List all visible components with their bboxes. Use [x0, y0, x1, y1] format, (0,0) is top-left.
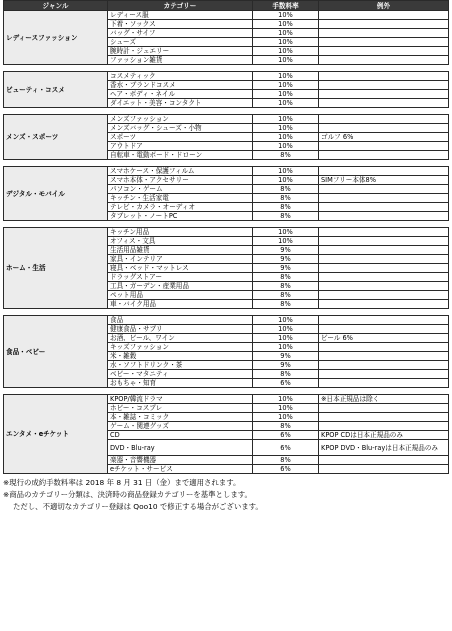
rate-cell: 10%: [253, 20, 319, 29]
header-exception: 例外: [319, 1, 449, 11]
category-cell: タブレット・ノートPC: [108, 212, 253, 221]
category-cell: 生活用品雑貨: [108, 246, 253, 255]
rate-cell: 8%: [253, 185, 319, 194]
exception-cell: [319, 228, 449, 237]
footnotes: [3, 477, 448, 513]
exception-cell: [319, 282, 449, 291]
category-cell: 腕時計・ジュエリー: [108, 47, 253, 56]
table-row: [4, 11, 449, 20]
category-cell: スポーツ: [108, 133, 253, 142]
commission-rate-table: [3, 0, 449, 474]
category-cell: ホビー・コスプレ: [108, 404, 253, 413]
header-rate: 手数料率: [253, 1, 319, 11]
category-cell: ペット用品: [108, 291, 253, 300]
rate-cell: 9%: [253, 255, 319, 264]
exception-cell: [319, 456, 449, 465]
genre-cell: ビューティ・コスメ: [4, 72, 108, 108]
category-cell: シューズ: [108, 38, 253, 47]
category-cell: キッズファッション: [108, 343, 253, 352]
category-cell: スマホ本体・アクセサリー: [108, 176, 253, 185]
exception-cell: [319, 151, 449, 160]
table-header-row: [4, 1, 449, 11]
spacer-cell: [4, 160, 449, 167]
exception-cell: KPOP DVD・Blu-rayは日本正規品のみ: [319, 440, 449, 456]
exception-cell: [319, 124, 449, 133]
rate-cell: 10%: [253, 11, 319, 20]
exception-cell: [319, 72, 449, 81]
category-cell: ゲーム・関連グッズ: [108, 422, 253, 431]
category-cell: 下着・ソックス: [108, 20, 253, 29]
rate-cell: 9%: [253, 246, 319, 255]
exception-cell: [319, 413, 449, 422]
exception-cell: [319, 142, 449, 151]
rate-cell: 8%: [253, 291, 319, 300]
rate-cell: 10%: [253, 237, 319, 246]
rate-cell: 10%: [253, 404, 319, 413]
genre-cell: レディースファッション: [4, 11, 108, 65]
exception-cell: [319, 352, 449, 361]
exception-cell: [319, 38, 449, 47]
category-cell: アウトドア: [108, 142, 253, 151]
category-cell: おもちゃ・知育: [108, 379, 253, 388]
exception-cell: [319, 316, 449, 325]
genre-cell: エンタメ・eチケット: [4, 395, 108, 474]
commission-rate-document: [3, 0, 448, 513]
exception-cell: [319, 90, 449, 99]
rate-cell: 10%: [253, 124, 319, 133]
category-cell: eチケット・サービス: [108, 465, 253, 474]
rate-cell: 8%: [253, 212, 319, 221]
genre-cell: 食品・ベビー: [4, 316, 108, 388]
genre-cell: ホーム・生活: [4, 228, 108, 309]
exception-cell: [319, 465, 449, 474]
rate-cell: 8%: [253, 194, 319, 203]
group-spacer: [4, 65, 449, 72]
category-cell: 自転車・電動ボード・ドローン: [108, 151, 253, 160]
category-cell: 健康食品・サプリ: [108, 325, 253, 334]
rate-cell: 6%: [253, 431, 319, 440]
group-spacer: [4, 221, 449, 228]
table-row: [4, 395, 449, 404]
genre-cell: メンズ・スポーツ: [4, 115, 108, 160]
exception-cell: [319, 291, 449, 300]
group-spacer: [4, 309, 449, 316]
exception-cell: [319, 361, 449, 370]
rate-cell: 6%: [253, 440, 319, 456]
category-cell: 寝具・ベッド・マットレス: [108, 264, 253, 273]
exception-cell: ゴルフ 6%: [319, 133, 449, 142]
rate-cell: 9%: [253, 352, 319, 361]
rate-cell: 8%: [253, 456, 319, 465]
exception-cell: [319, 404, 449, 413]
rate-cell: 9%: [253, 264, 319, 273]
header-genre: ジャンル: [4, 1, 108, 11]
category-cell: レディース服: [108, 11, 253, 20]
category-cell: コスメティック: [108, 72, 253, 81]
category-cell: キッチン用品: [108, 228, 253, 237]
category-cell: お酒、ビール、ワイン: [108, 334, 253, 343]
exception-cell: [319, 115, 449, 124]
exception-cell: [319, 422, 449, 431]
rate-cell: 8%: [253, 282, 319, 291]
rate-cell: 10%: [253, 343, 319, 352]
category-cell: スマホケース・保護フィルム: [108, 167, 253, 176]
exception-cell: [319, 81, 449, 90]
rate-cell: 10%: [253, 99, 319, 108]
table-row: [4, 228, 449, 237]
rate-cell: 10%: [253, 334, 319, 343]
exception-cell: [319, 99, 449, 108]
category-cell: キッチン・生活家電: [108, 194, 253, 203]
exception-cell: ※日本正規品は除く: [319, 395, 449, 404]
category-cell: バッグ・サイフ: [108, 29, 253, 38]
rate-cell: 6%: [253, 465, 319, 474]
exception-cell: [319, 255, 449, 264]
rate-cell: 10%: [253, 56, 319, 65]
rate-cell: 8%: [253, 370, 319, 379]
category-cell: 本・雑誌・コミック: [108, 413, 253, 422]
exception-cell: [319, 20, 449, 29]
exception-cell: [319, 237, 449, 246]
rate-cell: 8%: [253, 203, 319, 212]
rate-cell: 10%: [253, 38, 319, 47]
category-cell: オフィス・文具: [108, 237, 253, 246]
rate-cell: 10%: [253, 115, 319, 124]
rate-cell: 10%: [253, 325, 319, 334]
rate-cell: 10%: [253, 176, 319, 185]
exception-cell: [319, 29, 449, 38]
exception-cell: [319, 300, 449, 309]
exception-cell: [319, 56, 449, 65]
rate-cell: 8%: [253, 273, 319, 282]
exception-cell: [319, 194, 449, 203]
genre-cell: デジタル・モバイル: [4, 167, 108, 221]
category-cell: テレビ・カメラ・オーディオ: [108, 203, 253, 212]
rate-cell: 10%: [253, 29, 319, 38]
rate-cell: 10%: [253, 133, 319, 142]
category-cell: パソコン・ゲーム: [108, 185, 253, 194]
table-row: [4, 316, 449, 325]
category-cell: ファッション雑貨: [108, 56, 253, 65]
exception-cell: ビール 6%: [319, 334, 449, 343]
header-category: カテゴリー: [108, 1, 253, 11]
rate-cell: 10%: [253, 316, 319, 325]
rate-cell: 10%: [253, 228, 319, 237]
rate-cell: 8%: [253, 300, 319, 309]
table-body: [4, 11, 449, 474]
rate-cell: 10%: [253, 47, 319, 56]
exception-cell: [319, 273, 449, 282]
table-row: [4, 167, 449, 176]
rate-cell: 10%: [253, 167, 319, 176]
exception-cell: [319, 325, 449, 334]
rate-cell: 10%: [253, 413, 319, 422]
rate-cell: 8%: [253, 422, 319, 431]
category-cell: 楽器・音響機器: [108, 456, 253, 465]
category-cell: ダイエット・美容・コンタクト: [108, 99, 253, 108]
exception-cell: SIMフリー本体8%: [319, 176, 449, 185]
exception-cell: [319, 11, 449, 20]
exception-cell: [319, 246, 449, 255]
table-row: [4, 115, 449, 124]
exception-cell: [319, 212, 449, 221]
category-cell: ヘア・ボディ・ネイル: [108, 90, 253, 99]
exception-cell: [319, 264, 449, 273]
spacer-cell: [4, 65, 449, 72]
category-cell: 車・バイク用品: [108, 300, 253, 309]
rate-cell: 9%: [253, 361, 319, 370]
exception-cell: [319, 185, 449, 194]
exception-cell: [319, 370, 449, 379]
rate-cell: 10%: [253, 142, 319, 151]
exception-cell: KPOP CDは日本正規品のみ: [319, 431, 449, 440]
category-cell: CD: [108, 431, 253, 440]
category-cell: DVD・Blu-ray: [108, 440, 253, 456]
group-spacer: [4, 388, 449, 395]
rate-cell: 10%: [253, 81, 319, 90]
rate-cell: 10%: [253, 395, 319, 404]
spacer-cell: [4, 309, 449, 316]
group-spacer: [4, 108, 449, 115]
category-cell: 水・ソフトドリンク・茶: [108, 361, 253, 370]
rate-cell: 6%: [253, 379, 319, 388]
category-cell: 食品: [108, 316, 253, 325]
rate-cell: 8%: [253, 151, 319, 160]
category-cell: 香水・ブランドコスメ: [108, 81, 253, 90]
spacer-cell: [4, 221, 449, 228]
category-cell: KPOP/韓流ドラマ: [108, 395, 253, 404]
category-cell: 米・雑穀: [108, 352, 253, 361]
category-cell: メンズファッション: [108, 115, 253, 124]
category-cell: ベビー・マタニティ: [108, 370, 253, 379]
rate-cell: 10%: [253, 72, 319, 81]
table-row: [4, 72, 449, 81]
footnote-correction: ただし、不適切なカテゴリー登録は Qoo10 で修正する場合がございます。: [13, 502, 263, 511]
footnote-validity: ※現行の成約手数料率は 2018 年 8 月 31 日（金）まで適用されます。: [3, 478, 241, 487]
spacer-cell: [4, 108, 449, 115]
spacer-cell: [4, 388, 449, 395]
category-cell: メンズバッグ・シューズ・小物: [108, 124, 253, 133]
category-cell: 家具・インテリア: [108, 255, 253, 264]
category-cell: ドラッグストアー: [108, 273, 253, 282]
exception-cell: [319, 343, 449, 352]
category-cell: 工具・ガーデン・産業用品: [108, 282, 253, 291]
rate-cell: 10%: [253, 90, 319, 99]
footnote-category-basis: ※商品のカテゴリー分類は、決済時の商品登録カテゴリーを基準とします。: [3, 490, 252, 499]
exception-cell: [319, 47, 449, 56]
group-spacer: [4, 160, 449, 167]
exception-cell: [319, 379, 449, 388]
exception-cell: [319, 203, 449, 212]
exception-cell: [319, 167, 449, 176]
